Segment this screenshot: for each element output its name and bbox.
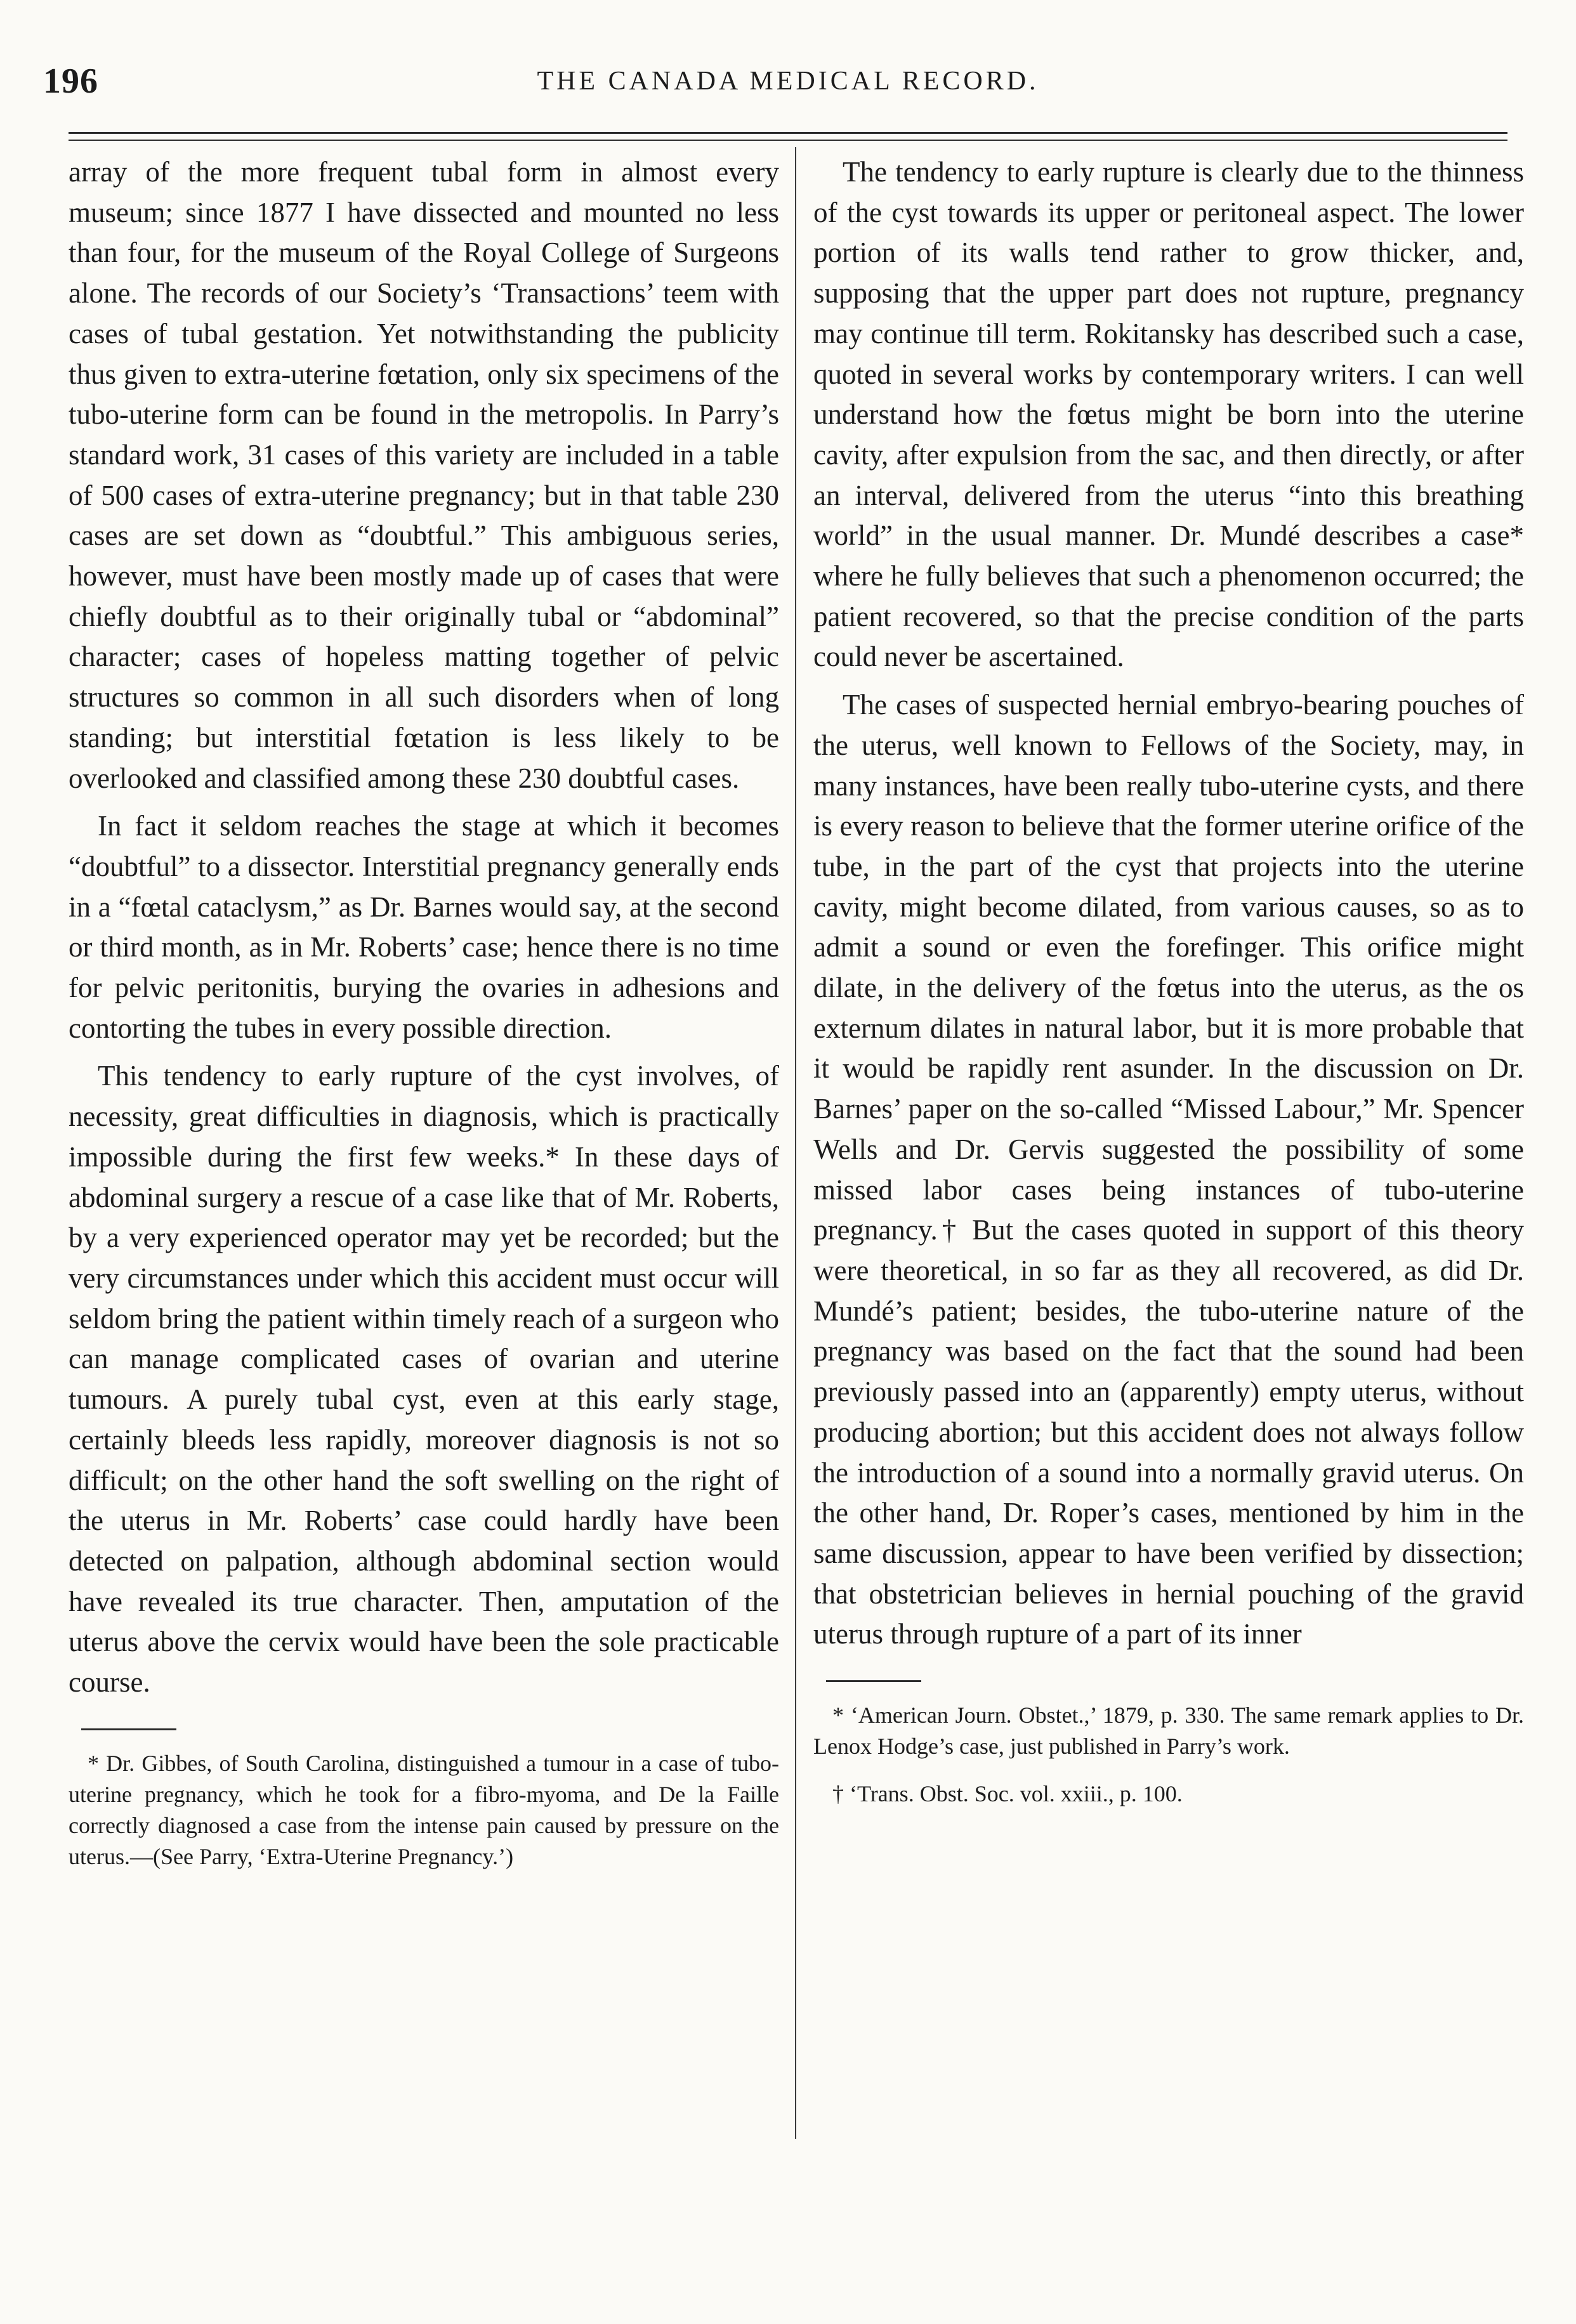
running-head: THE CANADA MEDICAL RECORD. <box>537 67 1039 96</box>
paragraph: This tendency to early rupture of the cyst involves, of necessity, great difficulties in diagnosis, which is practically impossible during the first few weeks.* In these days of abdominal surgery a rescue of a case like that of Mr. Roberts, by a very experienced operator may yet be recorded; but the very circumstances under which this accident must occur will seldom bring the patient within timely reach of a surgeon who can manage complicated cases of ovarian and uterine tumours. A purely tubal cyst, even at this early stage, certainly bleeds less rapidly, moreover diagnosis is not so difficult; on the other hand the soft swelling on the right of the uterus in Mr. Roberts’ case could hardly have been detected on palpation, although abdominal section would have revealed its true character. Then, amputation of the uterus above the cervix would have been the sole practicable course. <box>69 1060 779 1699</box>
paragraph: array of the more frequent tubal form in almost every museum; since 1877 I have dissected and mounted no less than four, for the museum of the Royal College of Surgeons alone. The records of our Society’s ‘Transactions’ teem with cases of tubal gestation. Yet notwithstanding the publicity thus given to extra-uterine fœtation, only six specimens of the tubo-uterine form can be found in the metropolis. In Parry’s standard work, 31 cases of this variety are included in a table of 500 cases of extra-uterine pregnancy; but in that table 230 cases are set down as “doubtful.” This ambiguous series, however, must have been mostly made up of cases that were chiefly doubtful as to their originally tubal or “abdominal” character; cases of hopeless matting together of pelvic structures so common in all such disorders when of long standing; but interstitial fœtation is less likely to be overlooked and classified among these 230 doubtful cases. <box>69 156 779 794</box>
left-body-text <box>69 152 779 1703</box>
column-divider <box>795 147 796 2139</box>
header-rule-thick <box>69 132 1507 134</box>
footnote-rule <box>826 1680 921 1682</box>
paragraph: The cases of suspected hernial embryo-bearing pouches of the uterus, well known to Fellows of the Society, may, in many instances, have been really tubo-uterine cysts, and there is every reason to believe that the former uterine orifice of the tube, in the part of the cyst that projects into the uterine cavity, might become dilated, from various causes, so as to admit a sound or even the forefinger. This orifice might dilate, in the delivery of the fœtus into the uterus, as the os externum dilates in natural labor, but it is more probable that it would be rapidly rent asunder. In the discussion on Dr. Barnes’ paper on the so-called “Missed Labour,” Mr. Spencer Wells and Dr. Gervis suggested the possibility of some missed labor cases being instances of tubo-uterine pregnancy.† But the cases quoted in support of this theory were theoretical, in so far as they all recovered, as did Dr. Mundé’s patient; besides, the tubo-uterine nature of the pregnancy was based on the fact that the sound had been previously passed into an (apparently) empty uterus, without producing abortion; but this accident does not always follow the introduction of a sound into a normally gravid uterus. On the other hand, Dr. Roper’s cases, mentioned by him in the same discussion, appear to have been verified by dissection; that obstetrician believes in hernial pouching of the gravid uterus through rupture of a part of its inner <box>813 689 1524 1650</box>
footnote: * Dr. Gibbes, of South Carolina, distinguished a tumour in a case of tubo-uterine pregnancy, which he took for a fibro-myoma, and De la Faille correctly diagnosed a case from the intense pain caused by pressure on the uterus.—(See Parry, ‘Extra-Uterine Pregnancy.’) <box>69 1750 779 1869</box>
footnote: * ‘American Journ. Obstet.,’ 1879, p. 330. The same remark applies to Dr. Lenox Hodge’s case, just published in Parry’s work. <box>813 1702 1524 1759</box>
paragraph: In fact it seldom reaches the stage at which it becomes “doubtful” to a dissector. Interstitial pregnancy generally ends in a “fœtal cataclysm,” as Dr. Barnes would say, at the second or third month, as in Mr. Roberts’ case; hence there is no time for pelvic peritonitis, burying the ovaries in adhesions and contorting the tubes in every possible direction. <box>69 810 779 1044</box>
right-column <box>813 152 1524 1826</box>
footnote: † ‘Trans. Obst. Soc. vol. xxiii., p. 100. <box>832 1781 1183 1807</box>
footnote-rule <box>81 1728 176 1730</box>
paragraph: The tendency to early rupture is clearly due to the thinness of the cyst towards its upper or peritoneal aspect. The lower portion of its walls tend rather to grow thicker, and, supposing that the upper part does not rupture, pregnancy may continue till term. Rokitansky has described such a case, quoted in several works by contemporary writers. I can well understand how the fœtus might be born into the uterine cavity, after expulsion from the sac, and then directly, or after an interval, delivered from the uterus “into this breathing world” in the usual manner. Dr. Mundé describes a case* where he fully believes that such a phenomenon occurred; the patient recovered, so that the precise condition of the parts could never be ascertained. <box>813 156 1524 673</box>
right-body-text <box>813 152 1524 1655</box>
left-column <box>69 152 779 1889</box>
header-rule-thin <box>69 140 1507 141</box>
page-number: 196 <box>43 62 98 101</box>
